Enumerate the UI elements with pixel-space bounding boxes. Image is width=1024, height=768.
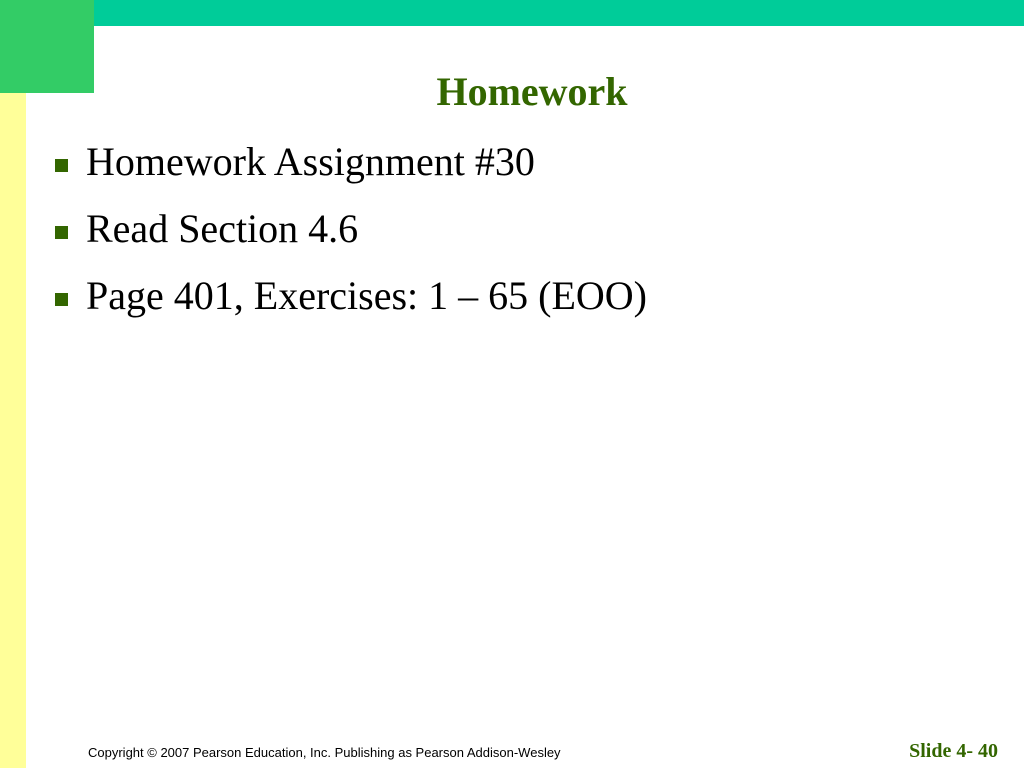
square-bullet-icon <box>55 159 68 172</box>
bullet-text: Page 401, Exercises: 1 – 65 (EOO) <box>86 273 647 318</box>
slide-title: Homework <box>436 69 628 114</box>
bullet-text: Homework Assignment #30 <box>86 139 535 184</box>
bullet-item <box>55 272 647 339</box>
bullet-list <box>55 138 647 339</box>
top-accent-bar <box>0 0 1024 26</box>
copyright-notice: Copyright © 2007 Pearson Education, Inc. Publishing as Pearson Addison-Wesley <box>88 745 561 760</box>
bullet-item <box>55 205 647 272</box>
side-accent-strip <box>0 93 26 768</box>
square-bullet-icon <box>55 293 68 306</box>
bullet-item <box>55 138 647 205</box>
slide-number: Slide 4- 40 <box>909 740 998 762</box>
bullet-text: Read Section 4.6 <box>86 206 359 251</box>
square-bullet-icon <box>55 226 68 239</box>
